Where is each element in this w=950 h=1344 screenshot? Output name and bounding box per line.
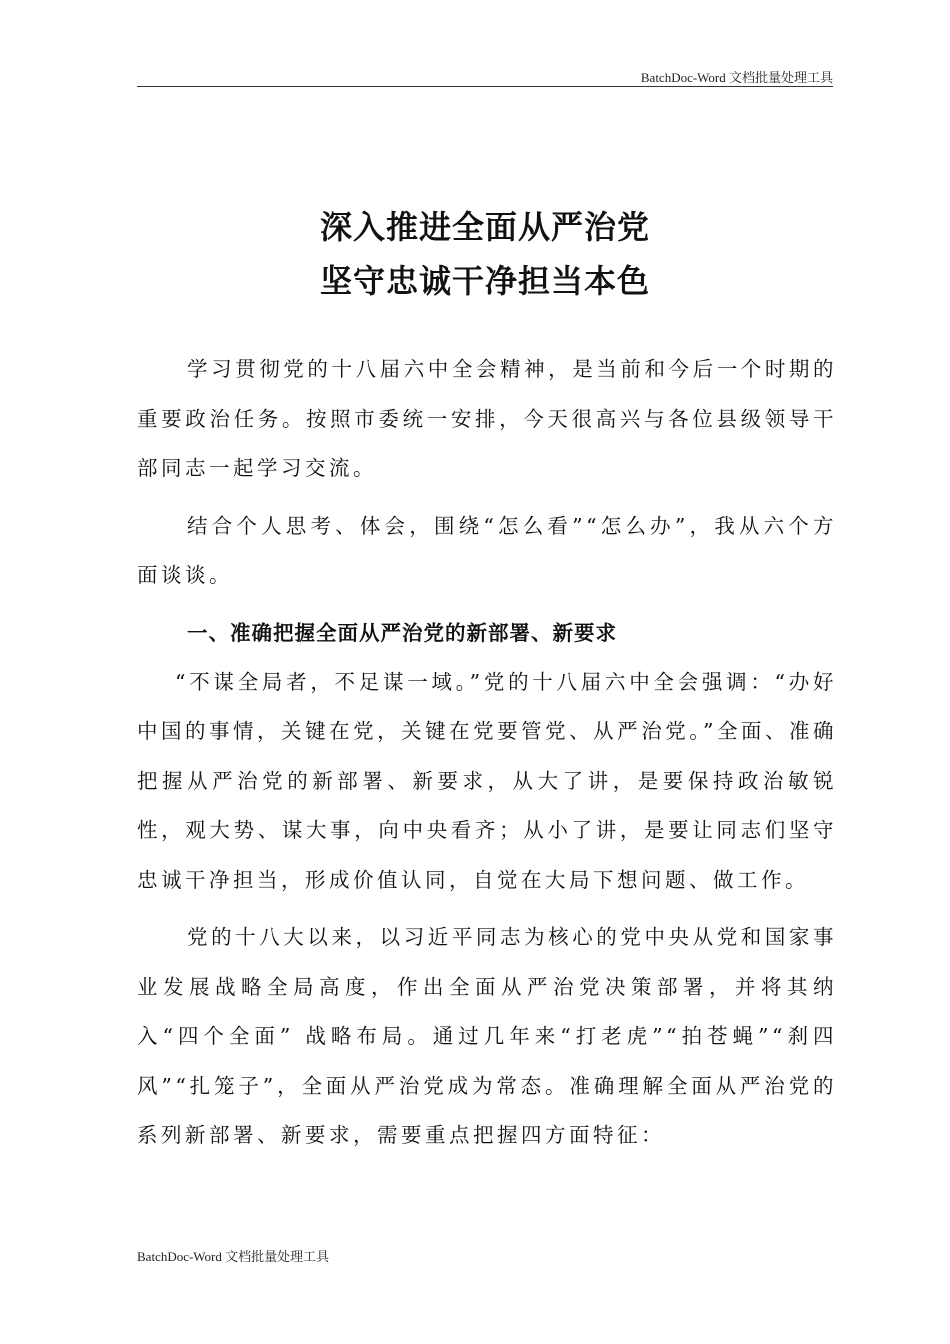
section-heading-1: 一、准确把握全面从严治党的新部署、新要求 bbox=[187, 620, 617, 645]
header-divider bbox=[137, 86, 833, 87]
page-header: BatchDoc-Word 文档批量处理工具 bbox=[640, 70, 833, 85]
paragraph-quote: “不谋全局者，不足谋一域。”党的十八届六中全会强调：“办好中国的事情，关键在党，关键在党要管党、从严治党。”全面、准确把握从严治党的新部署、新要求，从大了讲，是要保持政治敏锐性，观大势、谋大事，向中央看齐；从小了讲，是要让同志们坚守忠诚干净担当，形成价值认同，自觉在大局下想问题、做工作。 bbox=[137, 669, 837, 892]
document-body bbox=[137, 345, 837, 1161]
paragraph-intro: 学习贯彻党的十八届六中全会精神，是当前和今后一个时期的重要政治任务。按照市委统一安排，今天很高兴与各位县级领导干部同志一起学习交流。 bbox=[137, 357, 837, 480]
page-footer: BatchDoc-Word 文档批量处理工具 bbox=[137, 1249, 330, 1264]
document-title bbox=[137, 200, 833, 308]
title-line-2: 坚守忠诚干净担当本色 bbox=[319, 262, 650, 300]
title-line-1: 深入推进全面从严治党 bbox=[319, 208, 650, 246]
paragraph-outline: 结合个人思考、体会，围绕“怎么看”“怎么办”，我从六个方面谈谈。 bbox=[137, 513, 837, 587]
paragraph-since-18th: 党的十八大以来，以习近平同志为核心的党中央从党和国家事业发展战略全局高度，作出全面从严治党决策部署，并将其纳入“四个全面” 战略布局。通过几年来“打老虎”“拍苍蝇”“刹四风”“扎笼子”，全面从严治党成为常态。准确理解全面从严治党的系列新部署、新要求，需要重点把握四方面特征： bbox=[137, 925, 837, 1147]
